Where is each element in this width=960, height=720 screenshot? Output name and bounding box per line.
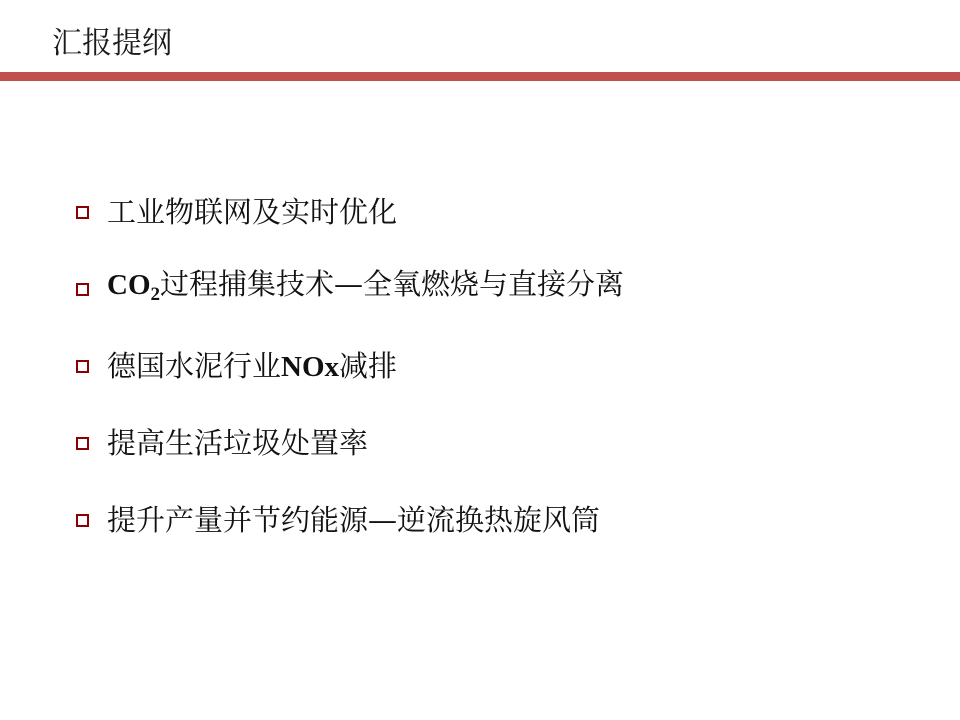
bullet-text-body: 德国水泥行业 <box>107 348 282 383</box>
bullet-text <box>107 264 624 315</box>
bullet-text-suffix: 减排 <box>339 348 398 383</box>
hollow-square-icon <box>76 206 89 219</box>
bullet-item-waste <box>76 421 624 465</box>
bullet-text: 提高生活垃圾处置率 <box>107 426 369 460</box>
bullet-text <box>107 346 397 387</box>
bullet-item-nox <box>76 344 624 388</box>
hollow-square-icon <box>76 283 89 296</box>
bullet-text: 工业物联网及实时优化 <box>107 195 398 229</box>
bullet-item-iot <box>76 190 624 234</box>
nox-term: NOx <box>281 350 340 383</box>
hollow-square-icon <box>76 514 89 527</box>
bullet-text-body: 过程捕集技术—全氧燃烧与直接分离 <box>160 266 625 301</box>
hollow-square-icon <box>76 360 89 373</box>
slide-title: 汇报提纲 <box>52 26 172 61</box>
bullet-item-co2-capture <box>76 267 624 311</box>
bullet-text: 提升产量并节约能源—逆流换热旋风筒 <box>107 503 601 537</box>
co2-prefix: CO <box>107 268 151 301</box>
co2-subscript: 2 <box>150 283 160 305</box>
bullet-list <box>76 190 624 575</box>
hollow-square-icon <box>76 437 89 450</box>
title-divider-bar <box>0 72 960 81</box>
bullet-item-energy <box>76 498 624 542</box>
